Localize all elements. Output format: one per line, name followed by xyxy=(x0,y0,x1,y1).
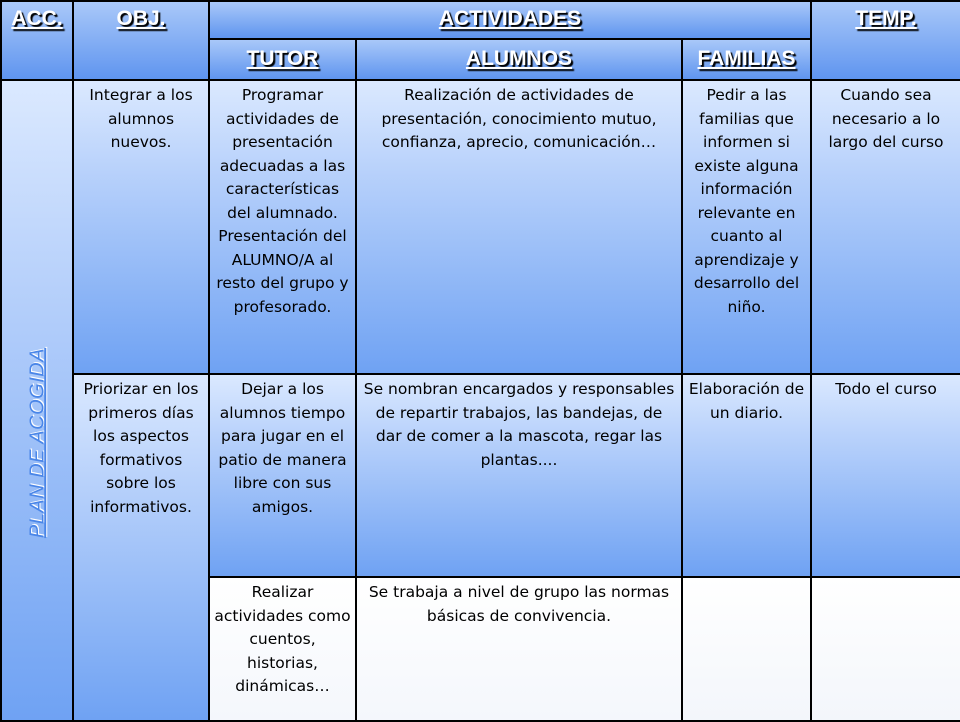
header-obj: OBJ. xyxy=(73,1,209,80)
accion-label: PLAN DE ACOGIDA xyxy=(26,347,49,539)
row3-tutor: Realizar actividades como cuentos, historias, dinámicas… xyxy=(209,577,356,721)
header-alumnos: ALUMNOS xyxy=(356,39,682,80)
row1-alumnos: Realización de actividades de presentación, conocimiento mutuo, confianza, aprecio, comunicación… xyxy=(356,80,682,374)
header-temp: TEMP. xyxy=(811,1,960,80)
accion-cell xyxy=(1,80,73,721)
row2-alumnos: Se nombran encargados y responsables de repartir trabajos, las bandejas, de dar de comer a la mascota, regar las plantas.... xyxy=(356,374,682,577)
row1-tutor: Programar actividades de presentación adecuadas a las características del alumnado. Presentación del ALUMNO/A al resto del grupo y profesorado. xyxy=(209,80,356,374)
row1-obj: Integrar a los alumnos nuevos. xyxy=(73,80,209,374)
row2-tutor: Dejar a los alumnos tiempo para jugar en el patio de manera libre con sus amigos. xyxy=(209,374,356,577)
row2-obj: Priorizar en los primeros días los aspectos formativos sobre los informativos. xyxy=(73,374,209,721)
row3-familias-empty xyxy=(682,577,811,721)
row2-familias: Elaboración de un diario. xyxy=(682,374,811,577)
row1-temp: Cuando sea necesario a lo largo del curso xyxy=(811,80,960,374)
header-familias: FAMILIAS xyxy=(682,39,811,80)
row3-alumnos: Se trabaja a nivel de grupo las normas básicas de convivencia. xyxy=(356,577,682,721)
row1-familias: Pedir a las familias que informen si existe alguna información relevante en cuanto al aprendizaje y desarrollo del niño. xyxy=(682,80,811,374)
header-tutor: TUTOR xyxy=(209,39,356,80)
header-acc: ACC. xyxy=(1,1,73,80)
header-actividades: ACTIVIDADES xyxy=(209,1,811,39)
row3-temp-empty xyxy=(811,577,960,721)
row2-temp: Todo el curso xyxy=(811,374,960,577)
